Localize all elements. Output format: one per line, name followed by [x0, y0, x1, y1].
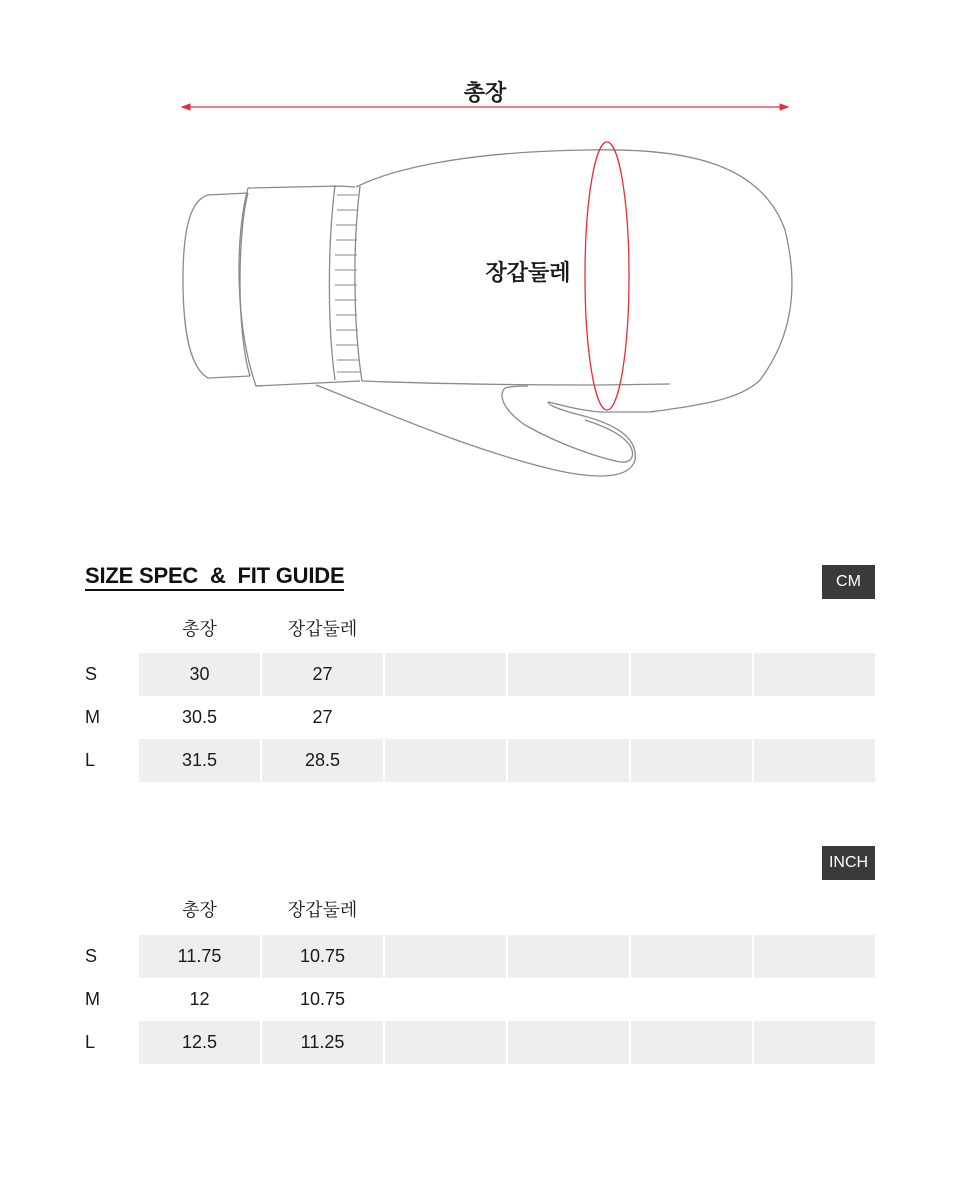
table-cell: 30 [139, 653, 260, 696]
table-cell [385, 653, 506, 696]
table-cell: 12 [189, 989, 210, 1009]
table-cell [631, 935, 752, 978]
table-cell [754, 1021, 875, 1064]
size-label: L [85, 1032, 96, 1052]
table-row [85, 739, 875, 782]
column-header: 장갑둘레 [287, 619, 358, 640]
table-row [85, 696, 875, 739]
girth-marker [585, 142, 629, 410]
column-header: 총장 [182, 900, 217, 921]
table-row [85, 978, 875, 1021]
unit-badge-cm: CM [822, 565, 875, 599]
table-cell [631, 1021, 752, 1064]
table-cell [631, 653, 752, 696]
table-cell: 30.5 [181, 707, 218, 727]
length-label: 총장 [463, 81, 507, 106]
mitten-outline [183, 150, 792, 476]
mitten-diagram [0, 0, 960, 520]
unit-badge-inch: INCH [822, 846, 875, 880]
size-label: L [85, 750, 96, 770]
table-cell [508, 935, 629, 978]
size-table-cm [85, 612, 875, 782]
table-cell: 12.5 [139, 1021, 260, 1064]
table-cell [385, 1021, 506, 1064]
table-cell [385, 739, 506, 782]
table-cell: 10.75 [262, 935, 383, 978]
table-cell [385, 935, 506, 978]
table-cell: 11.75 [139, 935, 260, 978]
table-cell: 10.75 [299, 989, 346, 1009]
table-row [85, 653, 875, 696]
table-cell: 27 [262, 653, 383, 696]
table-cell [754, 739, 875, 782]
table-header [85, 612, 875, 648]
size-label: S [85, 946, 98, 966]
table-row [85, 935, 875, 978]
column-header: 장갑둘레 [287, 900, 358, 921]
size-label: M [85, 989, 100, 1009]
table-cell [508, 1021, 629, 1064]
section-title: SIZE SPEC & FIT GUIDE [85, 564, 344, 591]
size-label: M [85, 707, 100, 727]
table-cell [754, 653, 875, 696]
table-cell: 27 [312, 707, 333, 727]
girth-label: 장갑둘레 [485, 261, 571, 286]
table-cell: 31.5 [139, 739, 260, 782]
table-cell [508, 653, 629, 696]
table-header [85, 893, 875, 929]
size-table-inch [85, 893, 875, 1064]
table-cell [508, 739, 629, 782]
table-cell: 11.25 [262, 1021, 383, 1064]
table-row [85, 1021, 875, 1064]
table-cell [631, 739, 752, 782]
size-label: S [85, 664, 98, 684]
table-cell: 28.5 [262, 739, 383, 782]
table-cell [754, 935, 875, 978]
column-header: 총장 [182, 619, 217, 640]
